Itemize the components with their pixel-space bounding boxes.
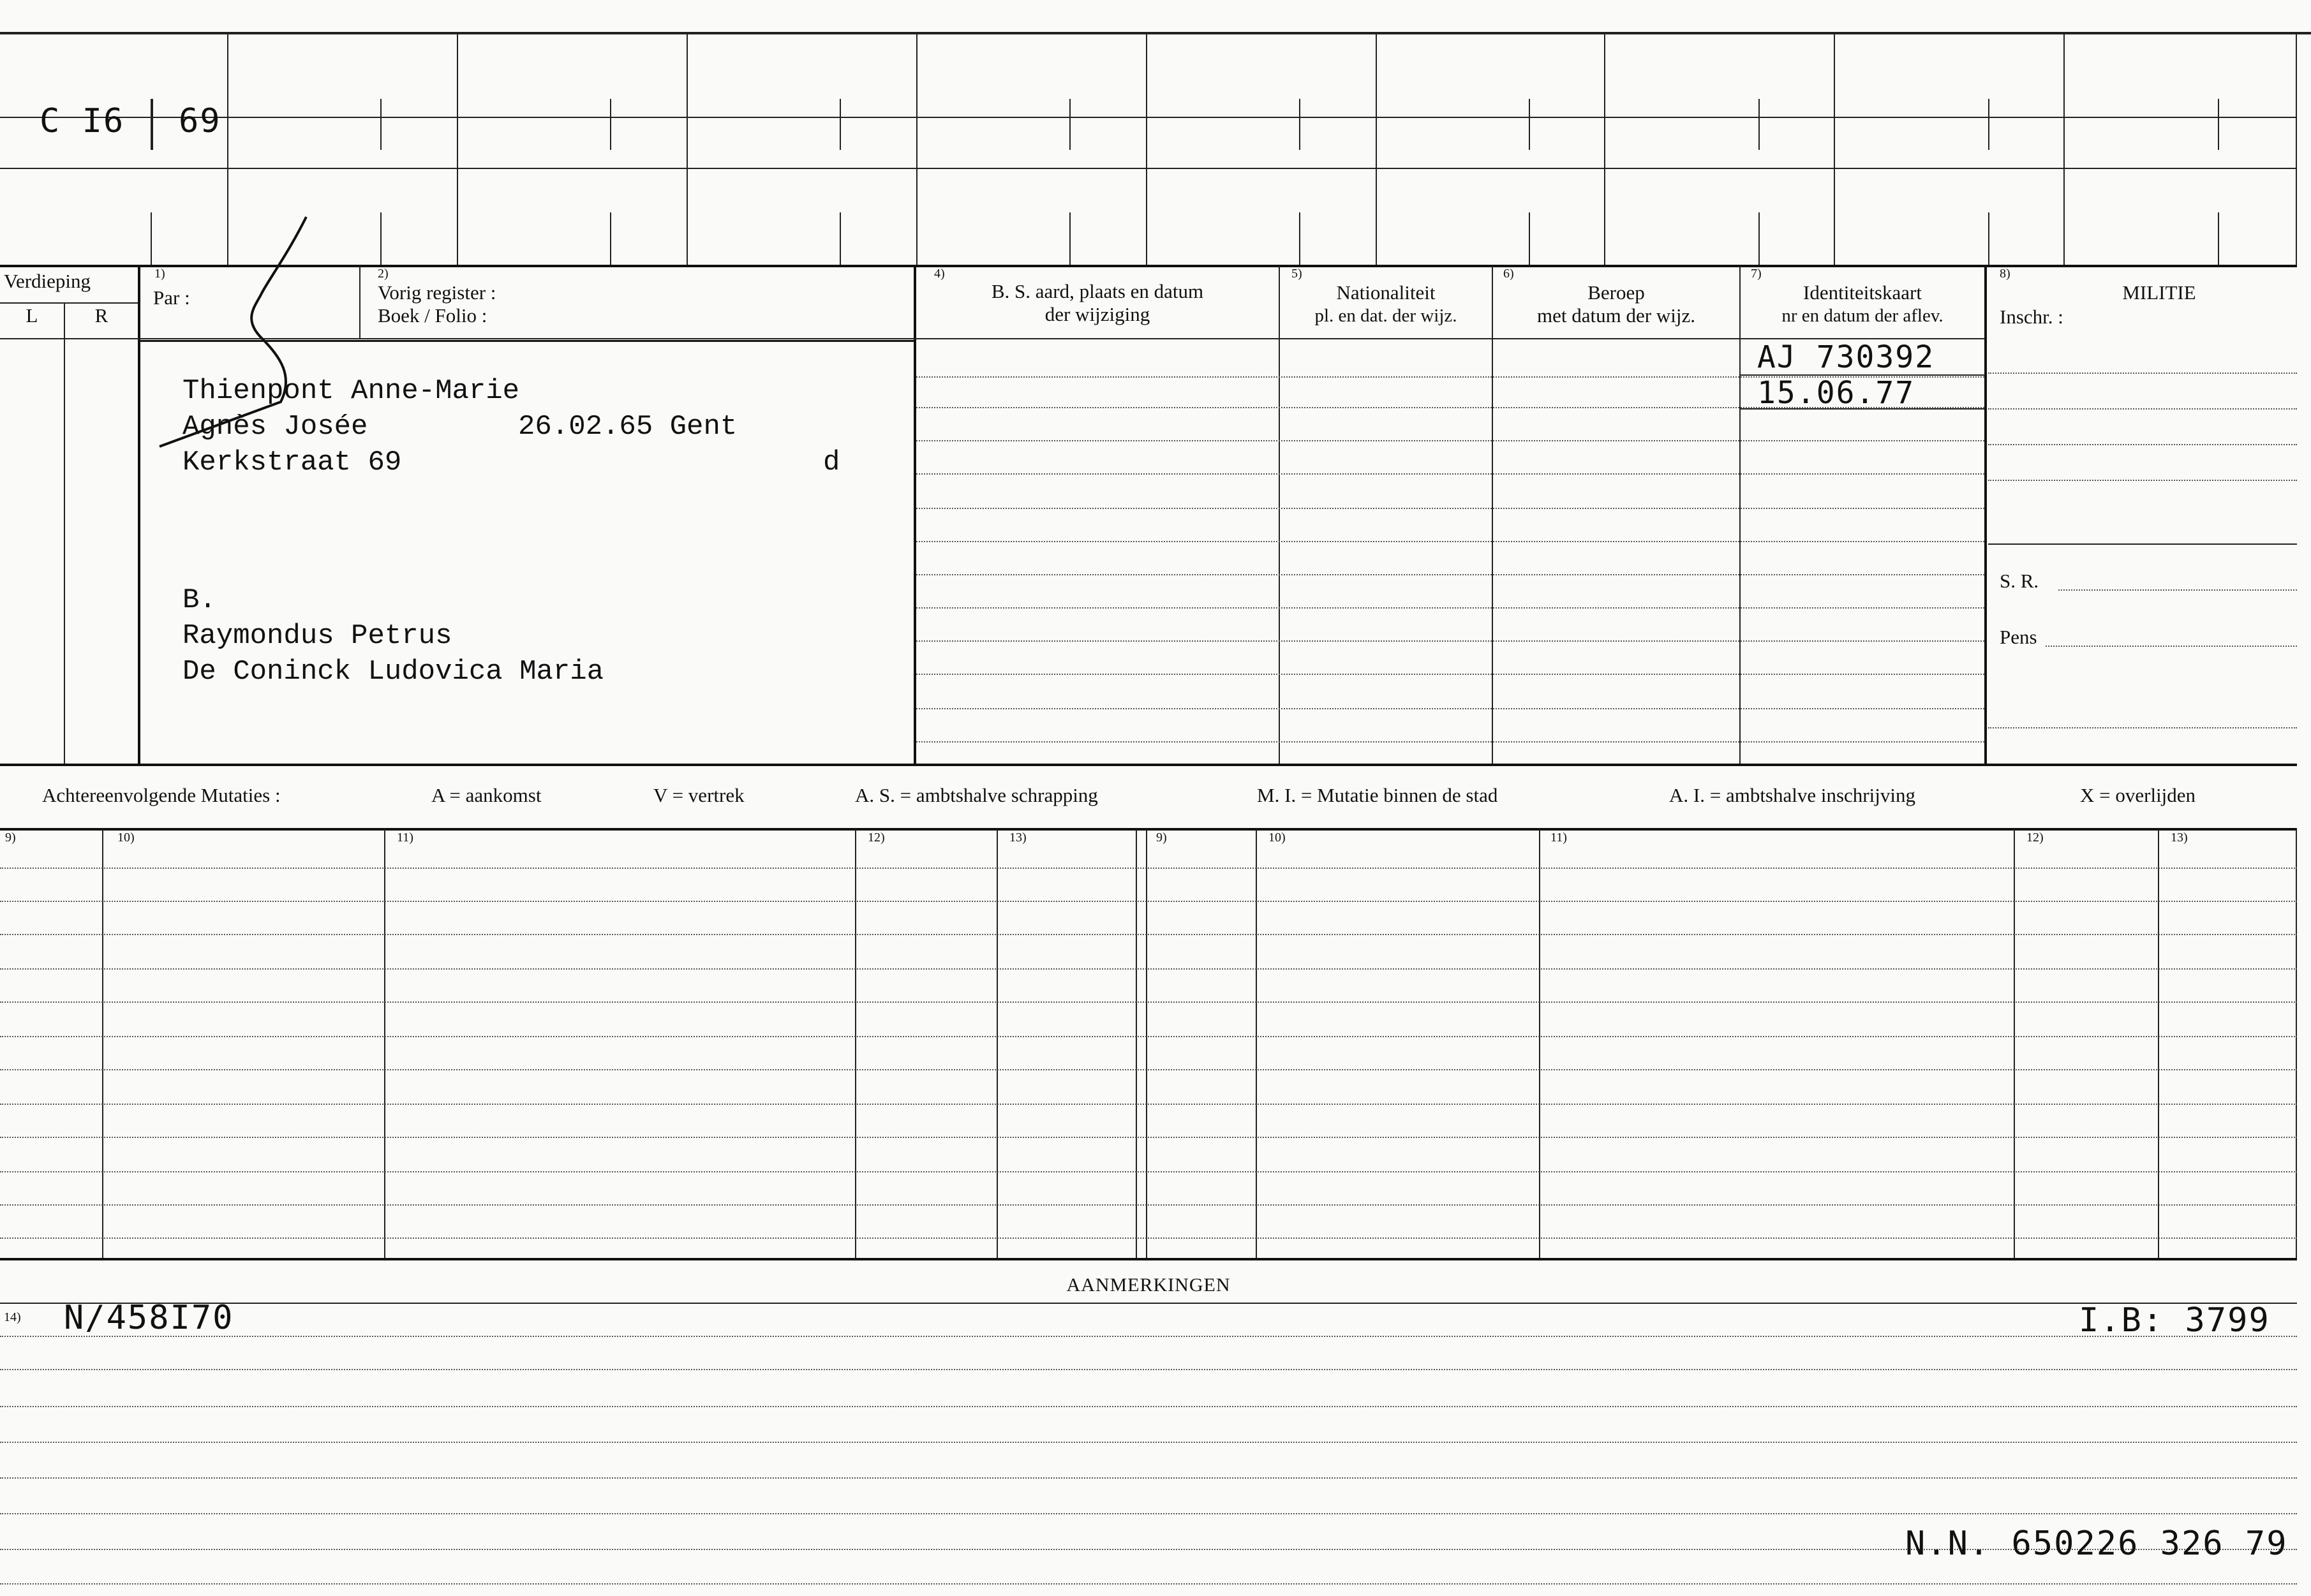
mut-col-10-b: 10) bbox=[1268, 831, 1286, 845]
par-num: 1) bbox=[154, 267, 165, 281]
beroep-line2: met datum der wijz. bbox=[1537, 304, 1695, 327]
vorig-num: 2) bbox=[378, 267, 389, 281]
person-name: Thienpont Anne-Marie bbox=[182, 375, 520, 407]
militie-sr: S. R. bbox=[2000, 570, 2039, 592]
id-line2: nr en datum der aflev. bbox=[1781, 306, 1943, 326]
verdieping-left: L bbox=[26, 304, 38, 327]
verdieping-title: Verdieping bbox=[4, 270, 91, 292]
mut-col-12-b: 12) bbox=[2026, 831, 2044, 845]
bs-line1: B. S. aard, plaats en datum bbox=[991, 280, 1204, 302]
mut-col-12-a: 12) bbox=[868, 831, 885, 845]
person-father: Raymondus Petrus bbox=[182, 620, 452, 652]
person-address: Kerkstraat 69 bbox=[182, 447, 402, 478]
militie-title: MILITIE bbox=[2122, 281, 2196, 304]
person-birth: 26.02.65 Gent bbox=[518, 411, 738, 443]
par-label: Par : bbox=[153, 286, 190, 309]
legend-schrapping: A. S. = ambtshalve schrapping bbox=[855, 784, 1098, 806]
verdieping-right: R bbox=[94, 304, 108, 327]
remarks-title: AANMERKINGEN bbox=[1066, 1275, 1231, 1296]
nat-num: 5) bbox=[1291, 267, 1302, 281]
id-line1: Identiteitskaart bbox=[1803, 281, 1922, 304]
person-given-names: Agnès Josée bbox=[182, 411, 368, 443]
legend-mutatie: M. I. = Mutatie binnen de stad bbox=[1257, 784, 1498, 806]
id-card-date: 15.06.77 bbox=[1757, 375, 1915, 411]
legend-vertrek: V = vertrek bbox=[653, 784, 745, 806]
mut-col-11-a: 11) bbox=[397, 831, 413, 845]
legend-overlijden: X = overlijden bbox=[2080, 784, 2196, 806]
legend-title: Achtereenvolgende Mutaties : bbox=[42, 784, 281, 806]
register-number: 69 bbox=[179, 102, 221, 140]
vorig-line2: Boek / Folio : bbox=[378, 304, 487, 327]
person-mother: De Coninck Ludovica Maria bbox=[182, 656, 604, 688]
mut-col-9-b: 9) bbox=[1156, 831, 1167, 845]
beroep-line1: Beroep bbox=[1587, 281, 1645, 304]
militie-inschr: Inschr. : bbox=[2000, 306, 2063, 328]
bs-num: 4) bbox=[934, 267, 945, 281]
id-num: 7) bbox=[1751, 267, 1762, 281]
bs-line2: der wijziging bbox=[1044, 303, 1150, 325]
register-code: C I6 bbox=[40, 102, 125, 140]
beroep-num: 6) bbox=[1503, 267, 1514, 281]
person-b: B. bbox=[182, 584, 216, 616]
remarks-num: 14) bbox=[4, 1310, 21, 1324]
legend-inschrijving: A. I. = ambtshalve inschrijving bbox=[1669, 784, 1915, 806]
legend-aankomst: A = aankomst bbox=[431, 784, 542, 806]
id-card-number: AJ 730392 bbox=[1757, 339, 1935, 375]
militie-pens: Pens bbox=[2000, 626, 2037, 648]
national-number: N.N. 650226 326 79 bbox=[1905, 1525, 2288, 1563]
militie-num: 8) bbox=[2000, 267, 2010, 281]
mut-col-9-a: 9) bbox=[5, 831, 16, 845]
mut-col-13-a: 13) bbox=[1009, 831, 1027, 845]
vorig-line1: Vorig register : bbox=[378, 281, 496, 304]
remarks-ref: N/458I70 bbox=[64, 1299, 234, 1337]
mut-col-10-a: 10) bbox=[117, 831, 135, 845]
mut-col-13-b: 13) bbox=[2171, 831, 2188, 845]
person-mark: d bbox=[823, 447, 840, 478]
nat-line2: pl. en dat. der wijz. bbox=[1314, 306, 1457, 326]
mut-col-11-b: 11) bbox=[1550, 831, 1567, 845]
nat-line1: Nationaliteit bbox=[1336, 281, 1436, 304]
remarks-ib: I.B: 3799 bbox=[2079, 1301, 2270, 1340]
